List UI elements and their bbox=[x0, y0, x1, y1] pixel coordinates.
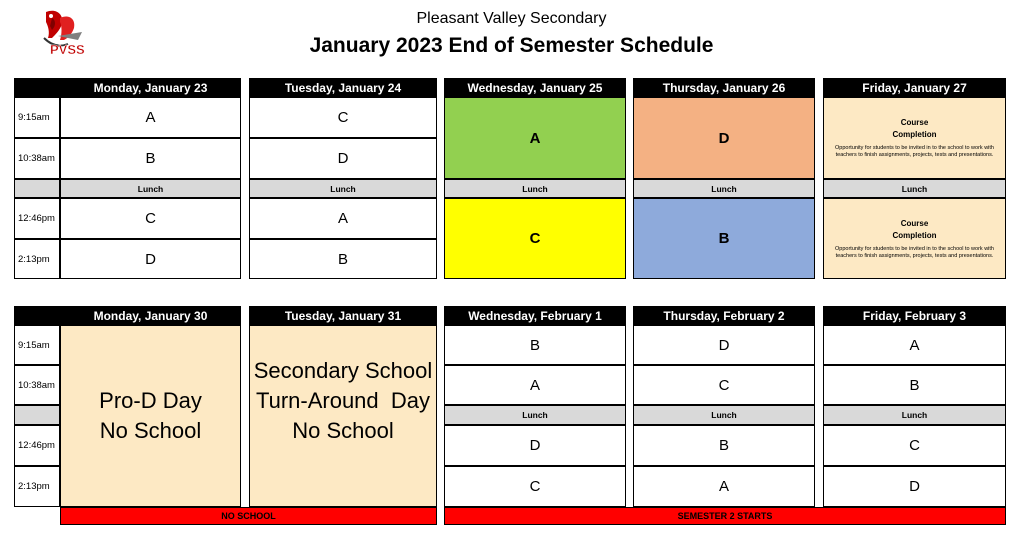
time-label: 2:13pm bbox=[14, 466, 60, 507]
course-completion-title: Completion bbox=[892, 230, 937, 240]
block-cell: D bbox=[823, 466, 1006, 507]
block-cell: A bbox=[249, 198, 437, 239]
time-label: 12:46pm bbox=[14, 425, 60, 466]
day-header: Friday, January 27 bbox=[823, 78, 1006, 97]
semester-2-banner: SEMESTER 2 STARTS bbox=[444, 507, 1006, 525]
block-cell: A bbox=[823, 325, 1006, 365]
day-header: Tuesday, January 31 bbox=[249, 306, 437, 325]
lunch-cell: Lunch bbox=[60, 179, 241, 198]
time-column-header bbox=[14, 306, 60, 325]
day-header: Thursday, January 26 bbox=[633, 78, 815, 97]
day-header: Tuesday, January 24 bbox=[249, 78, 437, 97]
block-cell: C bbox=[60, 198, 241, 239]
no-school-cell bbox=[60, 325, 241, 507]
course-completion-cell bbox=[823, 97, 1006, 179]
course-completion-desc: Opportunity for students to be invited in to the school to work with teachers to finish assignments, projects, tests and presentations. bbox=[835, 245, 994, 259]
lunch-cell: Lunch bbox=[444, 179, 626, 198]
block-cell-double: C bbox=[444, 198, 626, 279]
lunch-cell: Lunch bbox=[444, 405, 626, 425]
block-cell: A bbox=[633, 466, 815, 507]
day-header: Friday, February 3 bbox=[823, 306, 1006, 325]
lunch-cell: Lunch bbox=[633, 179, 815, 198]
lunch-time-slot bbox=[14, 179, 60, 198]
time-label: 9:15am bbox=[14, 97, 60, 138]
lunch-time-slot bbox=[14, 405, 60, 425]
school-name: Pleasant Valley Secondary bbox=[416, 10, 607, 27]
day-header: Wednesday, January 25 bbox=[444, 78, 626, 97]
day-header: Wednesday, February 1 bbox=[444, 306, 626, 325]
day-header: Monday, January 23 bbox=[60, 78, 241, 97]
block-cell: D bbox=[444, 425, 626, 466]
block-cell: B bbox=[633, 425, 815, 466]
no-school-line: Turn-Around Day bbox=[255, 388, 431, 413]
svg-text:PVSS: PVSS bbox=[50, 42, 85, 57]
time-label: 9:15am bbox=[14, 325, 60, 365]
block-cell: D bbox=[633, 325, 815, 365]
no-school-banner: NO SCHOOL bbox=[60, 507, 437, 525]
lunch-cell: Lunch bbox=[633, 405, 815, 425]
lunch-cell: Lunch bbox=[823, 405, 1006, 425]
time-label: 2:13pm bbox=[14, 239, 60, 279]
block-cell: C bbox=[249, 97, 437, 138]
block-cell: A bbox=[60, 97, 241, 138]
block-cell: B bbox=[444, 325, 626, 365]
block-cell: D bbox=[249, 138, 437, 179]
day-header: Monday, January 30 bbox=[60, 306, 241, 325]
no-school-line: Secondary School bbox=[253, 358, 433, 383]
lunch-cell: Lunch bbox=[249, 179, 437, 198]
block-cell: C bbox=[823, 425, 1006, 466]
no-school-cell bbox=[249, 325, 437, 507]
block-cell-double: D bbox=[633, 97, 815, 179]
block-cell-double: B bbox=[633, 198, 815, 279]
block-cell: C bbox=[633, 365, 815, 405]
block-cell: D bbox=[60, 239, 241, 279]
no-school-line: No School bbox=[292, 418, 394, 443]
block-cell: B bbox=[60, 138, 241, 179]
lunch-cell: Lunch bbox=[823, 179, 1006, 198]
page-title: January 2023 End of Semester Schedule bbox=[309, 34, 714, 57]
no-school-line: No School bbox=[99, 418, 202, 443]
time-label: 10:38am bbox=[14, 365, 60, 405]
block-cell: A bbox=[444, 365, 626, 405]
no-school-line: Pro-D Day bbox=[99, 388, 202, 413]
course-completion-cell bbox=[823, 198, 1006, 279]
time-label: 10:38am bbox=[14, 138, 60, 179]
day-header: Thursday, February 2 bbox=[633, 306, 815, 325]
course-completion-title: Course bbox=[900, 218, 929, 228]
course-completion-title: Course bbox=[900, 118, 929, 127]
block-cell-double: A bbox=[444, 97, 626, 179]
time-label: 12:46pm bbox=[14, 198, 60, 239]
block-cell: B bbox=[249, 239, 437, 279]
course-completion-desc: Opportunity for students to be invited in to the school to work with teachers to finish assignments, projects, tests and presentations. bbox=[835, 145, 994, 158]
block-cell: C bbox=[444, 466, 626, 507]
time-column-header bbox=[14, 78, 60, 97]
block-cell: B bbox=[823, 365, 1006, 405]
course-completion-title: Completion bbox=[892, 130, 937, 139]
